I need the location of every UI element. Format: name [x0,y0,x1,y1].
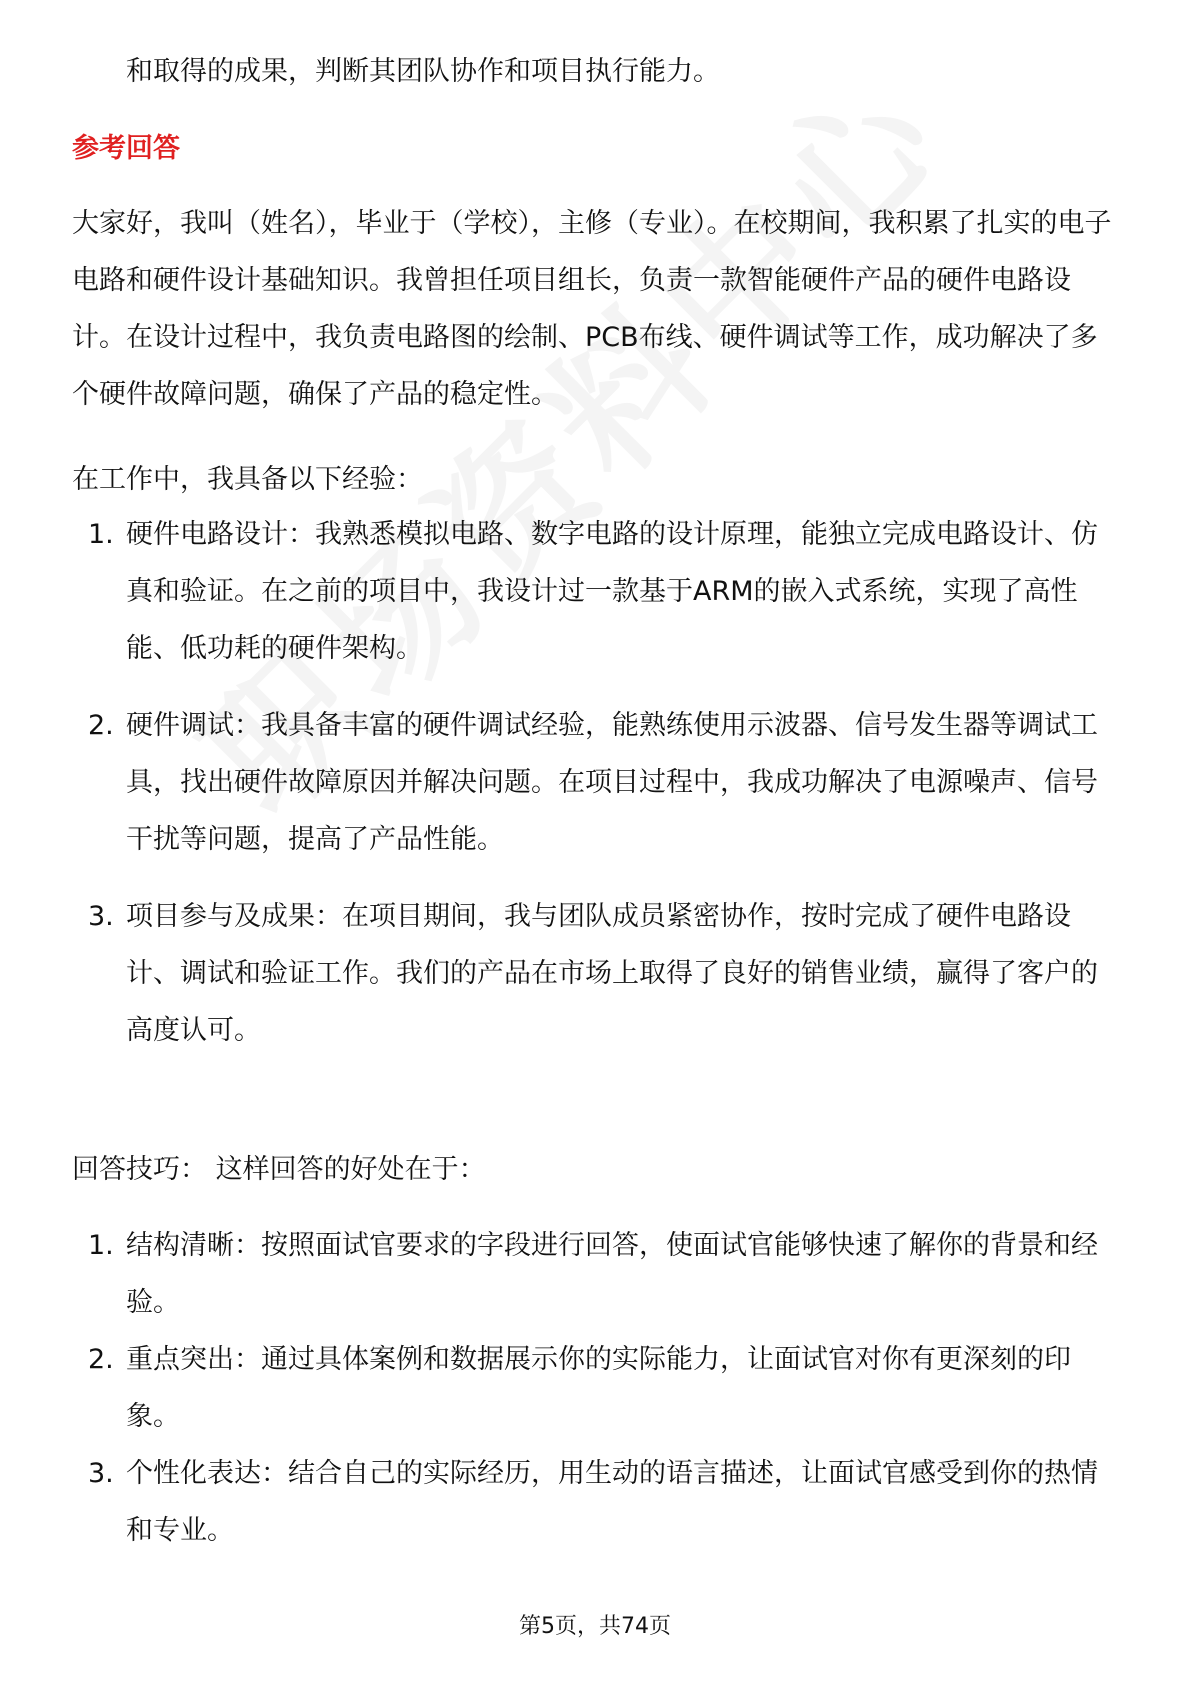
list-item [72,506,1122,677]
list-item-text: 结构清晰：按照面试官要求的字段进行回答，使面试官能够快速了解你的背景和经验。 [126,1230,1098,1318]
list-number: 2. [88,1344,114,1375]
experience-list [72,506,1122,1059]
list-item [72,888,1122,1059]
tips-heading: 回答技巧： 这样回答的好处在于： [72,1154,486,1185]
list-item [72,1445,1122,1559]
list-item-text: 项目参与及成果：在项目期间，我与团队成员紧密协作，按时完成了硬件电路设计、调试和验证工作。我们的产品在市场上取得了良好的销售业绩，赢得了客户的高度认可。 [126,901,1098,1046]
list-item-text: 硬件电路设计：我熟悉模拟电路、数字电路的设计原理，能独立完成电路设计、仿真和验证。在之前的项目中，我设计过一款基于ARM的嵌入式系统，实现了高性能、低功耗的硬件架构。 [126,519,1098,664]
tips-list [72,1217,1122,1559]
section-heading: 参考回答 [72,133,180,164]
list-item-text: 个性化表达：结合自己的实际经历，用生动的语言描述，让面试官感受到你的热情和专业。 [126,1458,1098,1546]
intro-paragraph: 大家好，我叫（姓名），毕业于（学校），主修（专业）。在校期间，我积累了扎实的电子电路和硬件设计基础知识。我曾担任项目组长，负责一款智能硬件产品的硬件电路设计。在设计过程中，我负责电路图的绘制、PCB布线、硬件调试等工作，成功解决了多个硬件故障问题，确保了产品的稳定性。 [72,208,1112,410]
experience-heading: 在工作中，我具备以下经验： [72,464,423,495]
list-number: 2. [88,710,114,741]
list-number: 3. [88,1458,114,1489]
list-number: 1. [88,1230,114,1261]
list-item [72,697,1122,868]
list-item [72,1331,1122,1445]
list-number: 3. [88,901,114,932]
list-item-text: 硬件调试：我具备丰富的硬件调试经验，能熟练使用示波器、信号发生器等调试工具，找出硬件故障原因并解决问题。在项目过程中，我成功解决了电源噪声、信号干扰等问题，提高了产品性能。 [126,710,1098,855]
list-number: 1. [88,519,114,550]
continuation-paragraph: 和取得的成果，判断其团队协作和项目执行能力。 [126,56,720,87]
list-item [72,1217,1122,1331]
page-footer: 第5页，共74页 [519,1614,671,1639]
list-item-text: 重点突出：通过具体案例和数据展示你的实际能力，让面试官对你有更深刻的印象。 [126,1344,1071,1432]
